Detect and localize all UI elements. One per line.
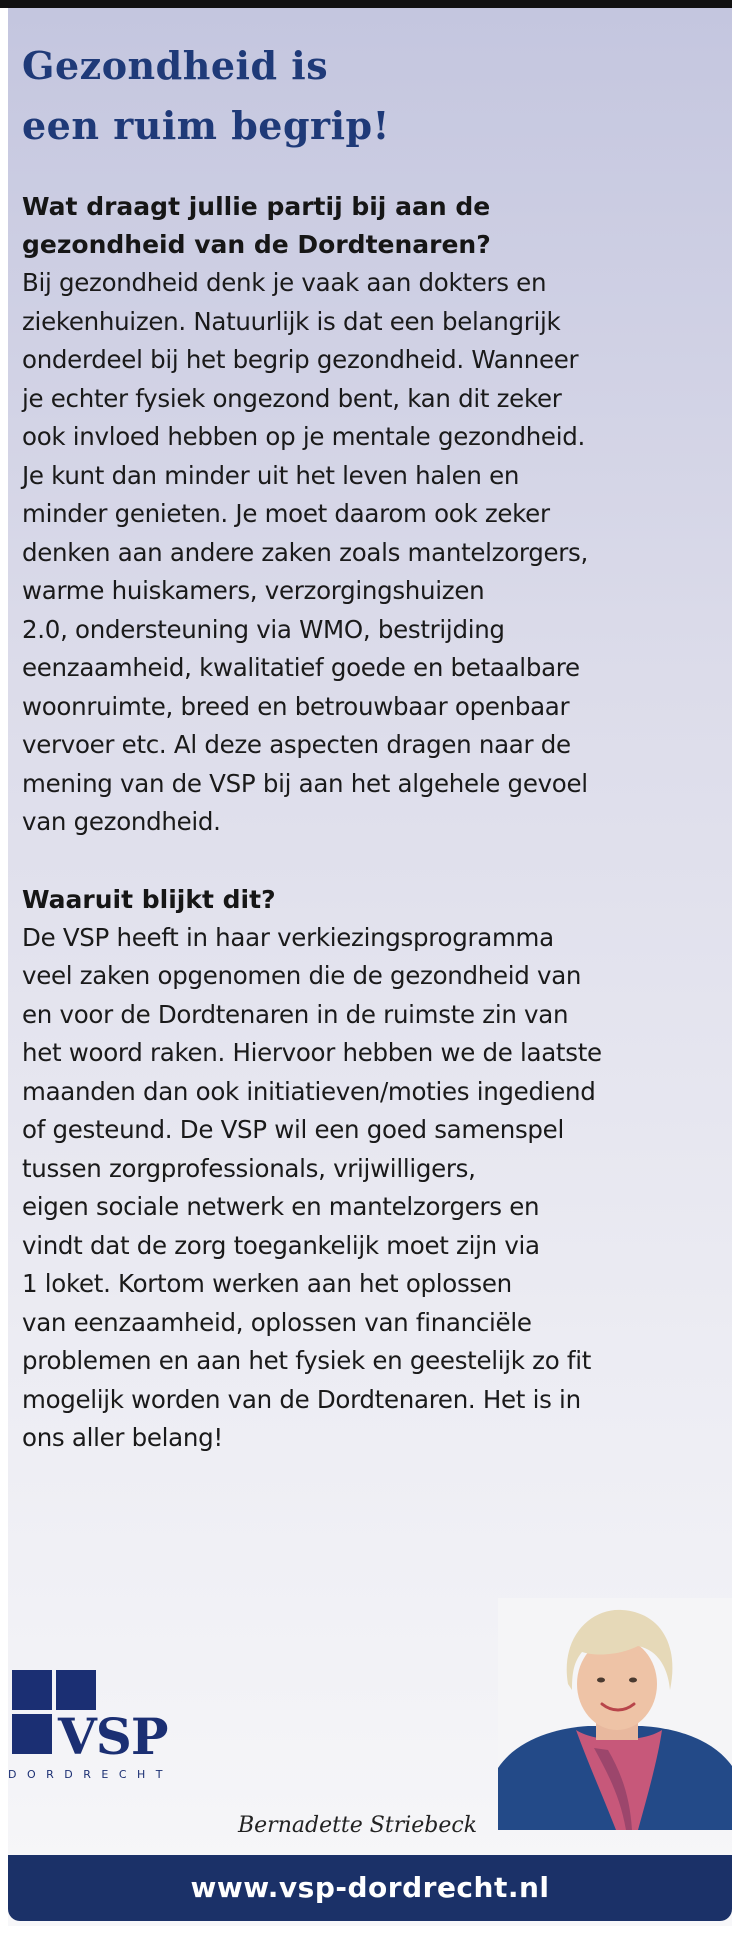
body-line: denken aan andere zaken zoals mantelzorgers, <box>22 537 588 567</box>
body-line: eigen sociale netwerk en mantelzorgers en <box>22 1192 540 1221</box>
question-line: Waaruit blijkt dit? <box>22 884 276 914</box>
body-line: ziekenhuizen. Natuurlijk is dat een belangrijk <box>22 306 561 336</box>
body-line: en voor de Dordtenaren in de ruimste zin van <box>22 999 569 1029</box>
section-question <box>22 188 712 264</box>
body-line: vervoer etc. Al deze aspecten dragen naar de <box>22 730 571 759</box>
portrait-photo <box>498 1598 732 1830</box>
title-line: een ruim begrip! <box>22 103 390 148</box>
body-line: Je kunt dan minder uit het leven halen en <box>22 460 520 490</box>
body-line: maanden dan ook initiatieven/moties ingediend <box>22 1076 596 1106</box>
body-line: warme huiskamers, verzorgingshuizen <box>22 576 485 605</box>
body-line: ons aller belang! <box>22 1423 223 1452</box>
section-body <box>22 264 712 842</box>
right-margin <box>732 0 749 1939</box>
article-title <box>22 36 702 156</box>
body-line: 2.0, ondersteuning via WMO, bestrijding <box>22 614 505 644</box>
signature: Bernadette Striebeck <box>238 1813 478 1838</box>
body-line: De VSP heeft in haar verkiezingsprogramma <box>22 922 554 952</box>
section-question <box>22 881 712 919</box>
vsp-logo <box>8 1670 198 1810</box>
title-line: Gezondheid is <box>22 43 329 88</box>
body-line: ook invloed hebben op je mentale gezondheid. <box>22 422 585 451</box>
body-line: tussen zorgprofessionals, vrijwilligers, <box>22 1153 476 1183</box>
body-line: van eenzaamheid, oplossen van financiële <box>22 1307 532 1337</box>
logo-square-bottom-left <box>12 1714 52 1754</box>
body-line: 1 loket. Kortom werken aan het oplossen <box>22 1269 512 1298</box>
body-line: van gezondheid. <box>22 807 221 836</box>
body-line: veel zaken opgenomen die de gezondheid van <box>22 961 582 990</box>
body-line: Bij gezondheid denk je vaak aan dokters en <box>22 268 547 297</box>
body-line: eenzaamheid, kwalitatief goede en betaalbare <box>22 653 580 682</box>
question-line: gezondheid van de Dordtenaren? <box>22 230 491 259</box>
body-line: mening van de VSP bij aan het algehele gevoel <box>22 768 588 798</box>
section-spacer <box>22 842 712 881</box>
body-line: minder genieten. Je moet daarom ook zeker <box>22 499 550 528</box>
body-line: of gesteund. De VSP wil een goed samenspel <box>22 1115 564 1144</box>
body-line: mogelijk worden van de Dordtenaren. Het is in <box>22 1384 581 1414</box>
logo-text: VSP <box>58 1707 168 1766</box>
question-line: Wat draagt jullie partij bij aan de <box>22 192 491 221</box>
body-line: onderdeel bij het begrip gezondheid. Wanneer <box>22 345 579 374</box>
body-line: problemen en aan het fysiek en geestelijk zo fit <box>22 1346 592 1375</box>
article-content <box>22 188 712 1458</box>
body-line: woonruimte, breed en betrouwbaar openbaar <box>22 691 570 721</box>
bottom-margin <box>0 1926 749 1939</box>
footer-bar <box>8 1855 732 1921</box>
body-line: je echter fysiek ongezond bent, kan dit zeker <box>22 383 562 413</box>
logo-square-top-right <box>56 1670 96 1710</box>
top-border <box>0 0 749 8</box>
section-body <box>22 919 712 1458</box>
logo-square-top-left <box>12 1670 52 1710</box>
body-line: het woord raken. Hiervoor hebben we de laatste <box>22 1038 602 1067</box>
body-line: vindt dat de zorg toegankelijk moet zijn via <box>22 1230 540 1260</box>
website-link[interactable]: www.vsp-dordrecht.nl <box>190 1871 550 1904</box>
logo-subtitle: DORDRECHT <box>8 1768 174 1781</box>
